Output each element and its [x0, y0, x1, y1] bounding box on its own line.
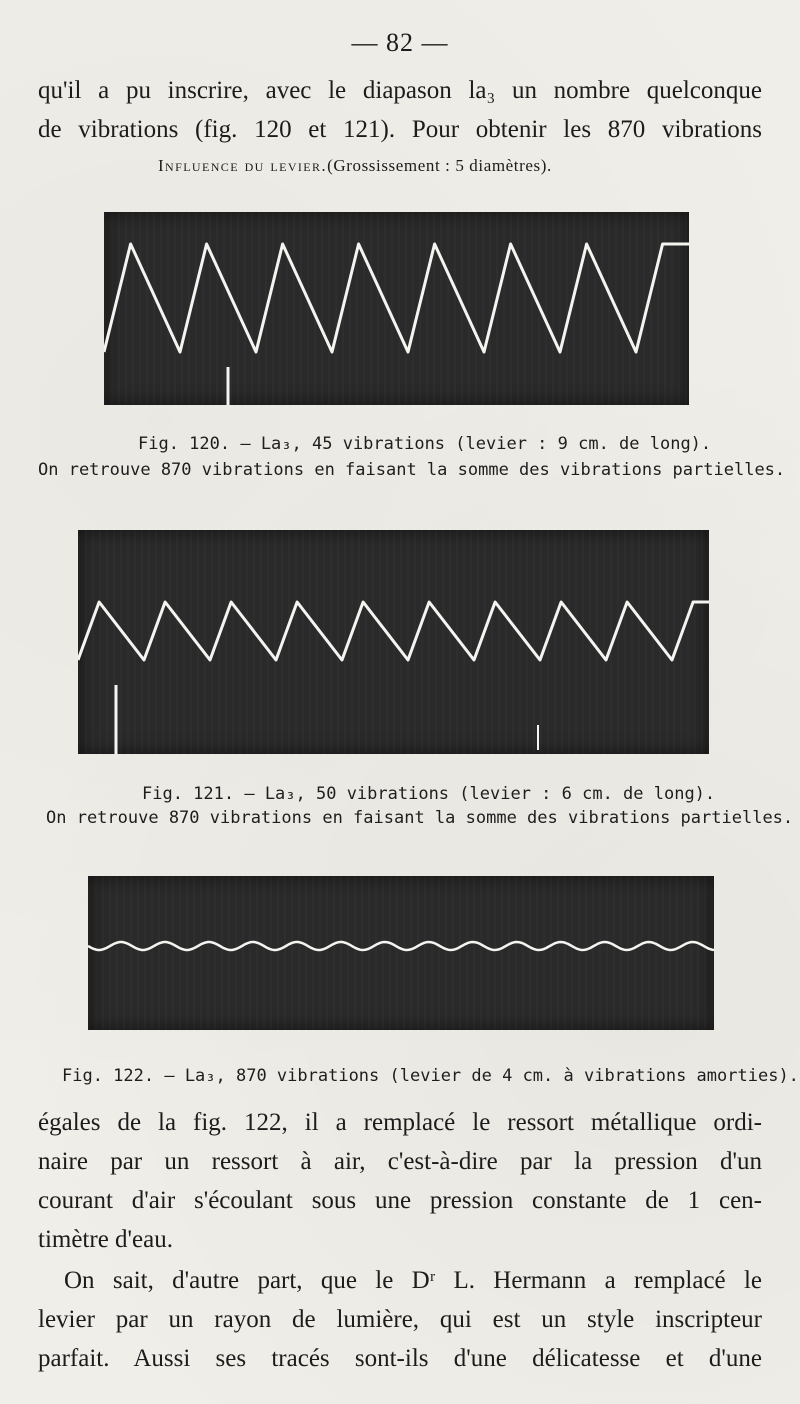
figure-122-plate: [88, 876, 714, 1030]
figure-122-trace: [88, 876, 714, 1030]
paragraph-line: égales de la fig. 122, il a remplacé le ressort métallique ordi-: [38, 1109, 762, 1136]
figure-120-caption-note: On retrouve 870 vibrations en faisant la somme des vibrations partielles.: [38, 460, 786, 480]
paragraph-line: courant d'air s'écoulant sous une pression constante de 1 cen-: [38, 1187, 762, 1214]
paragraph-line: naire par un ressort à air, c'est-à-dire par la pression d'un: [38, 1148, 762, 1175]
vibration-trace: [88, 942, 714, 950]
figure-120-trace: [104, 212, 689, 405]
section-heading: [158, 156, 552, 176]
figure-121-caption: Fig. 121. — La₃, 50 vibrations (levier : 6 cm. de long).: [142, 784, 716, 804]
figure-121-plate: [78, 530, 709, 754]
paragraph-line: levier par un rayon de lumière, qui est un style inscripteur: [38, 1306, 762, 1333]
section-heading-label: Influence du levier.: [158, 156, 328, 175]
section-heading-note: (Grossissement : 5 diamètres).: [327, 156, 552, 175]
paragraph-line: parfait. Aussi ses tracés sont-ils d'une délicatesse et d'une: [38, 1345, 762, 1372]
paragraph-line: timètre d'eau.: [38, 1226, 173, 1253]
page-number: — 82 —: [351, 28, 449, 57]
paragraph-line: qu'il a pu inscrire, avec le diapason la₃ un nombre quelconque: [38, 77, 762, 104]
figure-122-caption: Fig. 122. — La₃, 870 vibrations (levier de 4 cm. à vibrations amorties).: [62, 1066, 799, 1086]
figure-121-trace: [78, 530, 709, 754]
paragraph-line: On sait, d'autre part, que le Dʳ L. Hermann a remplacé le: [64, 1267, 762, 1294]
paragraph-line: de vibrations (fig. 120 et 121). Pour obtenir les 870 vibrations: [38, 116, 762, 143]
figure-120-caption: Fig. 120. — La₃, 45 vibrations (levier : 9 cm. de long).: [138, 434, 712, 454]
vibration-trace: [104, 244, 689, 352]
figure-120-plate: [104, 212, 689, 405]
vibration-trace: [78, 602, 709, 660]
figure-121-caption-note: On retrouve 870 vibrations en faisant la somme des vibrations partielles.: [46, 808, 794, 828]
